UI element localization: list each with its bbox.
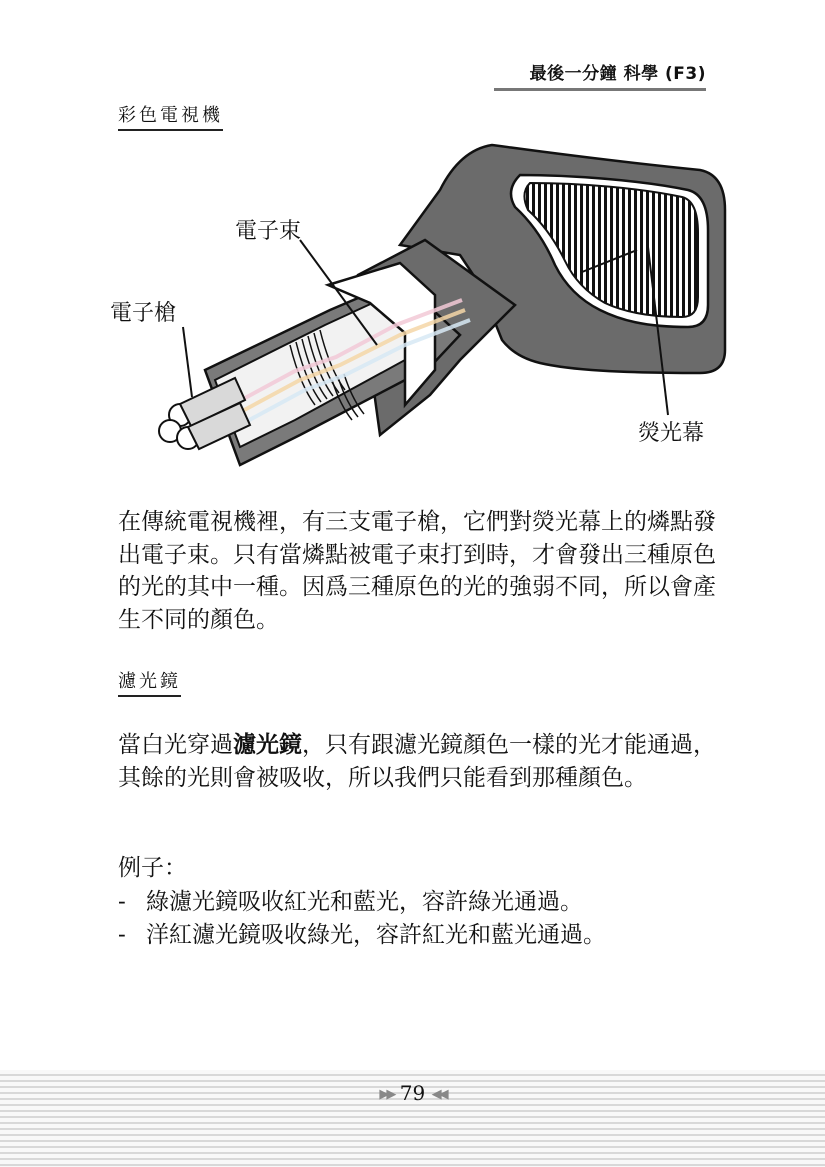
examples-list	[118, 886, 606, 952]
page-number	[370, 1078, 455, 1110]
para-filter-pre: 當白光穿過	[118, 732, 233, 758]
right-arrows-icon: ◀◀	[431, 1087, 446, 1102]
paragraph-color-tv: 在傳統電視機裡，有三支電子槍，它們對熒光幕上的燐點發出電子束。只有當燐點被電子束打到時，才會發出三種原色的光的其中一種。因爲三種原色的光的強弱不同，所以會產生不同的顏色。	[118, 509, 716, 633]
para-filter-post: ，只有跟濾光鏡顏色一樣的光才能通過，其餘的光則會被吸收，所以我們只能看到那種顏色。	[118, 732, 716, 791]
list-item: - 洋紅濾光鏡吸收綠光，容許紅光和藍光通過。	[118, 922, 606, 948]
page-number-text: 79	[399, 1081, 426, 1105]
paragraph-filter	[118, 729, 718, 794]
list-item: - 綠濾光鏡吸收紅光和藍光，容許綠光通過。	[118, 889, 583, 915]
examples-heading: 例子：	[118, 855, 187, 881]
section-title-filter: 濾光鏡	[118, 670, 181, 697]
left-arrows-icon: ▶▶	[379, 1087, 394, 1102]
crt-diagram	[100, 135, 740, 495]
running-header: 最後一分鐘 科學 (F3)	[494, 62, 706, 91]
para-filter-bold-term: 濾光鏡	[233, 731, 302, 758]
label-electron-beam: 電子束	[235, 219, 302, 244]
section-title-color-tv: 彩色電視機	[118, 104, 223, 131]
label-electron-gun: 電子槍	[110, 301, 177, 326]
label-fluorescent-screen: 熒光幕	[638, 421, 705, 446]
